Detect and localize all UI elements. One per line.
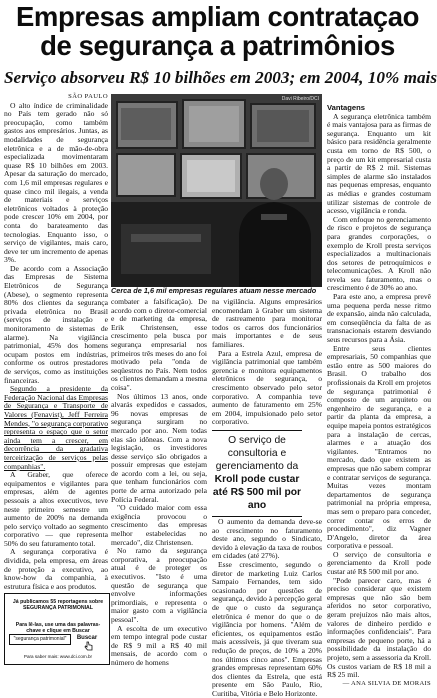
section-kicker: Vantagens — [327, 103, 365, 112]
author-signature: — ANA SILVIA DE MORAIS — [342, 679, 431, 687]
column-3-bottom — [212, 517, 322, 698]
paragraph: Com enfoque no gerenciamento de risco e projetos de segurança para grandes corporações, o exemplo de Kroll presta serviços especializados a multinacionais dos setores de petroquímicos e telecomunicações. A Kroll não revela seu faturamento, mas o crescimento é de 30% ao ano. — [327, 214, 431, 293]
paragraph: No ramo da segurança corporativa, a preocupação atual é de proteger os executivos. "Isto é uma questão de segurança que envolve informações primordiais, e representa o maior gasto com a vigilância pessoal". — [111, 546, 207, 624]
column-1 — [4, 93, 108, 589]
column-2 — [111, 298, 207, 666]
paragraph: A escolta de um executivo em tempo integral pode custar de R$ 9 mil a R$ 40 mil mensais, de acordo com o número de homens — [111, 623, 207, 667]
paragraph: na vigilância. Alguns empresários encomendam à Graber um sistema de rastreamento para monitorar todos os carros dos funcionários mais importantes e de seus familiares. — [212, 297, 322, 349]
paragraph: Nos últimos 13 anos, onde alvarás expedidos e cassados, 96 novas empresas de segurança surgiram no mercado por ano. Nem todas elas são idôneas. Com a nova legislação, os investidores desse serviço são obrigados a possuir empresas que estejam de acordo com a lei, ou seja, que tenham funcionários com porte de arma autorizado pela Polícia Federal. — [111, 391, 207, 504]
column-4 — [327, 103, 431, 687]
pull-quote-text: O serviço de consultoria e gerenciamento da — [215, 435, 299, 472]
subheadline: Serviço absorveu R$ 10 bilhões em 2003; em 2004, 10% mais — [4, 68, 437, 87]
paragraph: "Pode parecer caro, mas é preciso considerar que existem empresas que não são bem aferidos no setor corporativo, geram prejuízos não mais altos, valores de dinheiro perdido e informações confidenciais". Para empresas de pequeno porte, há a possibilidade da instalação do projeto, sem a assessoria da Kroll. Os custos variam de R$ 18 mil a R$ 25 mil. — [327, 575, 431, 680]
paragraph: "O cuidado maior com essa exigência provocou o crescimento das empresas melhor estabelecidas no mercado", diz Christensen. — [111, 503, 207, 547]
pull-quote-highlight: Kroll pode custar até R$ 500 mil por ano — [212, 474, 302, 511]
paragraph: O serviço de consultoria e gerenciamento da Kroll pode custar até R$ 500 mil por ano. — [327, 549, 431, 577]
pull-quote — [212, 430, 302, 517]
paragraph: Entre seus clientes empresariais, 50 companhias que estão entre as 500 maiores do Brasil. O trabalho dos profissionais da Kroll em projetos de segurança patrimonial é composto de um arquiteto ou engenheiro de segurança, e a partir da planta da empresa, a equipe mapeia pontos estratégicos para a instalação de cercas, alarmes e a atuação dos vigilantes. "Entramos no mercado, dado que existem as empresas que não sabem comprar e contratar serviços de segurança. Muitas vezes montam departamentos de segurança patrimonial na própria empresa, mas sem o preparo para conceder, correr contar os erros de procedimento", diz Vagner D'Angelo, diretor da área corporativa e pessoal. — [327, 343, 431, 551]
paragraph: O alto índice de criminalidade no País tem gerado não só preocupação, como também gastos aos empresários. Juntas, as modalidades de segurança eletrônica e a de mão-de-obra especializada movimentaram quase R$ 10 bilhões em 2003. Apesar da saturação do mercado, com 1,6 mil empresas regulares e quase cinco mil ilegais, a venda de materiais e serviços eletrônicos voltados à proteção pode crescer 10% em 2004, por conta do barateamento das tecnologias. Enquanto isso, o serviço de vigilantes, mais caro, deve ter um incremento de apenas 3%. — [4, 100, 108, 265]
paragraph: De acordo com a Associação das Empresas de Sistema Eletrônicos de Segurança (Abese), o segmento representa 80% dos clientes da segurança privada eletrônica no Brasil (serviços de instalação e monitoramento de sistemas de alarme). Na vigilância patrimonial, 45% dos homens ocupam postos em indústrias, conforme os outros prestadores de serviços, como as instituições financeiras. — [4, 263, 108, 385]
paragraph: combater a falsificação). De acordo com o diretor-comercial e de marketing da empresa, Erik Christensen, esse crescimento pela busca por segurança empresarial nos primeiros três meses do ano foi motivado pela "onda de seqüestros no País. Nem todos os clientes demandam a mesma coisa". — [111, 297, 207, 392]
search-button[interactable] — [72, 632, 102, 647]
security-guard-monitors-image — [111, 94, 322, 287]
photo-credit: Davi Ribeiro/DCI — [281, 96, 319, 102]
paragraph: O aumento da demanda deve-se ao crescimento no faturamento deste ano, segundo o Sindicato, devido à elevação da taxa de roubos em cidades (até 27%). — [212, 517, 322, 561]
paragraph: A segurança eletrônica também é mais vantajosa para as firmas de segurança. Enquanto um kit básico para residência geralmente custa em torno de R$ 500, o preço de um kit empresarial custa a partir de R$ 2 mil. Sistemas simples de alarme são instalados nas pequenas empresas, enquanto as médias e grandes costumam utilizar sistemas de controle de acesso, vigilância e ronda. — [327, 111, 431, 216]
promo-box — [4, 593, 110, 665]
promo-line: Já publicamos 55 reportagens sobre SEGURANÇA PATRIMONIAL — [12, 599, 104, 611]
paragraph: Segundo a presidente da Federação Nacional das Empresas de Segurança e Transporte de Valores (Fenavist), Jeff Ferreira Mendes, "o segurança corporativo representa o espaço que o setor ainda tem a crescer, em decorrência da gradativa terceirização de serviços pelas companhias". — [4, 384, 108, 471]
paragraph: A segurança corporativa é dividida, pela empresa, em áreas de proteção a executivo, ao know-how da companhia, à estrutura física e aos produtos. — [4, 547, 108, 591]
dateline: SÃO PAULO — [68, 93, 108, 100]
paragraph: Esse crescimento, segundo o diretor de marketing Luiz Carlos Sampaio Fernandes, tem sido ocasionado por questões de segurança, devido à percepção geral de que o custo da segurança eletrônica é menor do que o de vigilância por homens. "Além de eficientes, os equipamentos estão mais acessíveis, já que tiveram sua redução de preços, de 10% a 20% nos últimos cinco anos". Empresas grandes empresas representam 60% dos clientes da Estrela, que está presente em São Paulo, Rio, Curitiba, Vitória e Belo Horizonte. — [212, 559, 322, 698]
promo-url: Para saber mais: www.dci.com.br — [23, 654, 93, 659]
photo-security-monitoring — [111, 94, 322, 287]
paragraph: Para a Estrela Azul, empresa de vigilância patrimonial que também gerencia e monitora equipamentos eletrônicos de segurança, o crescimento observado pelo setor corporativo. A companhia teve aumento de faturamento em 25% em 2004, impulsionado pelo setor corporativo. — [212, 348, 322, 427]
photo-caption: Cerca de 1,6 mil empresas regulares atuam nesse mercado — [111, 286, 317, 295]
hand-pointer-icon — [84, 641, 94, 651]
promo-instructions: Para lê-las, use uma das palavras-chave e clique em Buscar — [15, 622, 101, 634]
headline: Empresas ampliam contrataçao de segurança a patrimônios — [15, 1, 419, 61]
paragraph: A Graber, que oferece equipamentos e vigilantes para empresas, além de agentes pessoais a altos executivos, teve neste primeiro semestre um aumento de 200% na demanda pelo serviço voltado ao segmento corporativo — que representa 50% do seu faturamento total. — [4, 470, 108, 548]
keyword-field[interactable]: "segurança patrimonial" — [9, 634, 71, 645]
paragraph: Para este ano, a empresa prevê uma pequena perda nesse ritmo de expansão, ainda não calculada, em conseqüência da falta de as transnacionais estarem desviando seus recursos para a Ásia. — [327, 292, 431, 345]
search-button-label: Buscar — [76, 635, 98, 641]
column-3-top — [212, 298, 322, 426]
